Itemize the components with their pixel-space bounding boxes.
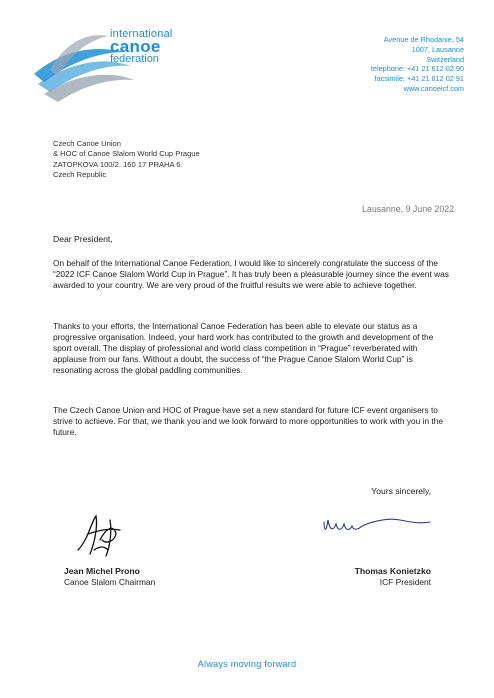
signatory-left-name: Jean Michel Prono: [64, 566, 140, 576]
closing: Yours sincerely,: [371, 486, 431, 496]
recipient-line: & HOC of Canoe Slalom World Cup Prague: [53, 149, 200, 159]
body-paragraph: On behalf of the International Canoe Federation, I would like to sincerely congratulate the success of the “2022 ICF Canoe Slalom World Cup in Prague”. It has truly been a pleasurable journey since the event was awarded to your country. We are very proud of the fruitful results we were able to achieve together.: [53, 258, 449, 290]
letter-date: Lausanne, 9 June 2022: [362, 204, 454, 214]
salutation: Dear President,: [53, 234, 113, 244]
recipient-line: Czech Republic: [53, 170, 107, 180]
recipient-line: Czech Canoe Union: [53, 139, 121, 148]
signature-right-icon: [320, 510, 435, 542]
signatory-right-title: ICF President: [379, 577, 431, 587]
address-website: www.canoeicf.com: [403, 83, 464, 93]
signature-left-icon: [70, 510, 130, 560]
address-telephone: telephone: +41 21 612 02 90: [370, 64, 464, 74]
address-facsimile: facsimile: +41 21 612 02 91: [374, 74, 464, 84]
logo-text-canoe: canoe: [110, 37, 161, 56]
address-city: 1007, Lausanne: [411, 44, 464, 54]
address-country: Switzerland: [426, 54, 464, 64]
footer-tagline: Always moving forward: [197, 659, 297, 669]
logo-text-international: international: [110, 28, 173, 40]
logo-text-federation: federation: [110, 53, 159, 65]
recipient-address: [53, 139, 200, 181]
address-street: Avenue de Rhodanie, 54: [383, 35, 464, 44]
recipient-line: ZATOPKOVA 100/2. 160 17 PRAHA 6.: [53, 159, 183, 169]
sender-address: [244, 35, 464, 94]
signatory-left-title: Canoe Slalom Chairman: [64, 577, 156, 587]
body-paragraph: Thanks to your efforts, the International Canoe Federation has been able to elevate our status as a progressive organisation. Indeed, your hard work has contributed to the growth and development of the sport overall. The display of professional and world class competition in “Prague” reverberated with applause from our fans. Without a doubt, the success of “the Prague Canoe Slalom World Cup” is resonating across the global paddling communities.: [53, 321, 434, 375]
body-paragraph: The Czech Canoe Union and HOC of Prague have set a new standard for future ICF event organisers to strive to achieve. For that, we thank you and we look forward to more opportunities to work with you in the future.: [53, 405, 444, 437]
signatory-right-name: Thomas Konietzko: [354, 566, 431, 576]
